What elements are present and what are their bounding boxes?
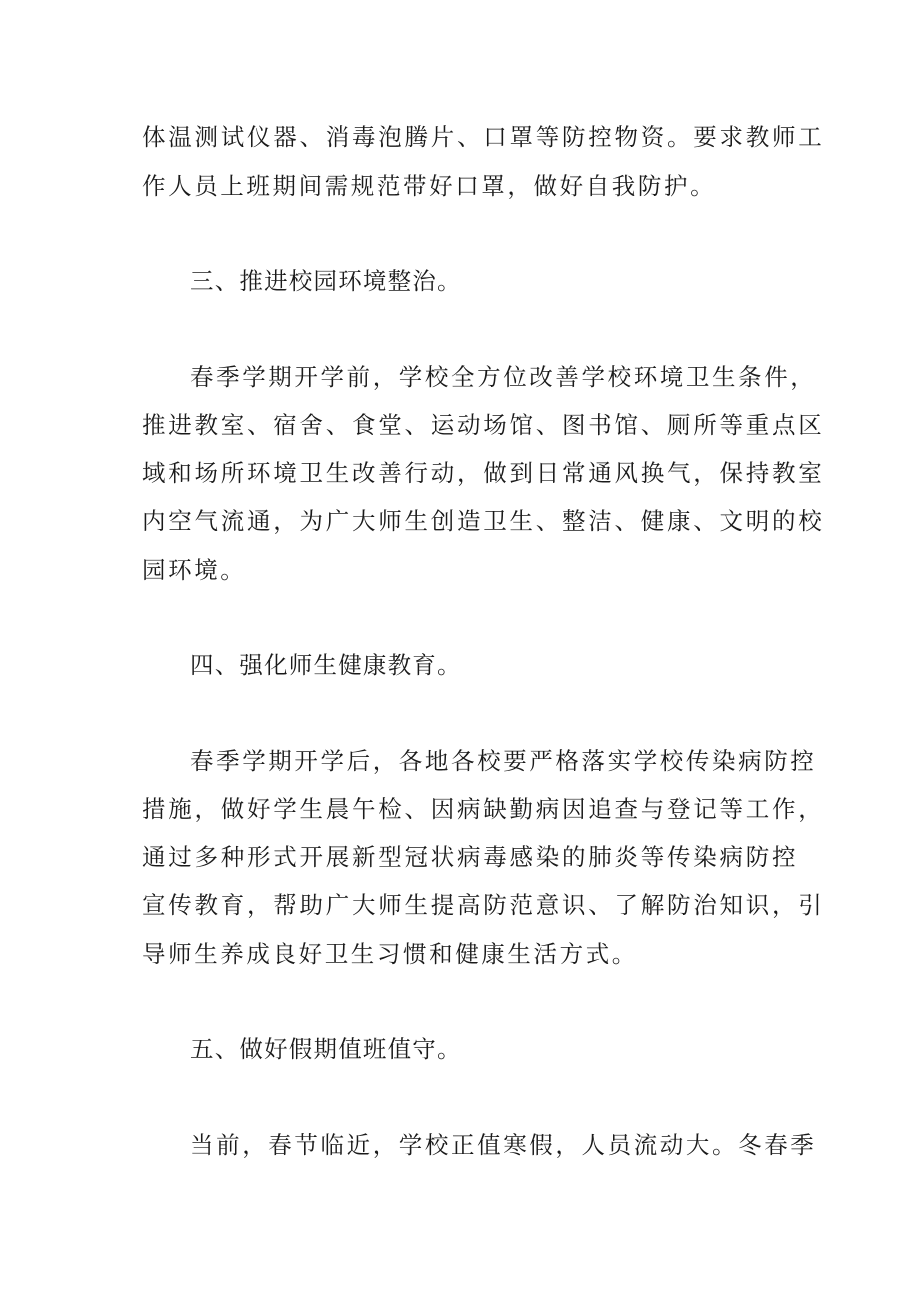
paragraph-line: 通过多种形式开展新型冠状病毒感染的肺炎等传染病防控 (142, 843, 799, 871)
section-heading-3: 三、推进校园环境整治。 (190, 267, 462, 295)
paragraph-line: 措施，做好学生晨午检、因病缺勤病因追查与登记等工作， (142, 795, 825, 823)
section-heading-5: 五、做好假期值班值守。 (190, 1035, 462, 1063)
paragraph-line: 域和场所环境卫生改善行动，做到日常通风换气，保持教室 (142, 459, 825, 487)
paragraph-line: 春季学期开学前，学校全方位改善学校环境卫生条件， (190, 363, 817, 391)
paragraph-line: 体温测试仪器、消毒泡腾片、口罩等防控物资。要求教师工 (142, 123, 825, 151)
paragraph-line: 内空气流通，为广大师生创造卫生、整洁、健康、文明的校 (142, 507, 825, 535)
paragraph-line: 作人员上班期间需规范带好口罩，做好自我防护。 (142, 172, 717, 200)
paragraph-line: 春季学期开学后，各地各校要严格落实学校传染病防控 (190, 747, 817, 775)
paragraph-line: 宣传教育，帮助广大师生提高防范意识、了解防治知识，引 (142, 891, 825, 919)
paragraph-line: 推进教室、宿舍、食堂、运动场馆、图书馆、厕所等重点区 (142, 411, 825, 439)
section-heading-4: 四、强化师生健康教育。 (190, 651, 462, 679)
paragraph-line: 当前，春节临近，学校正值寒假，人员流动大。冬春季 (190, 1131, 817, 1159)
paragraph-line: 园环境。 (142, 556, 247, 584)
paragraph-line: 导师生养成良好卫生习惯和健康生活方式。 (142, 940, 638, 968)
